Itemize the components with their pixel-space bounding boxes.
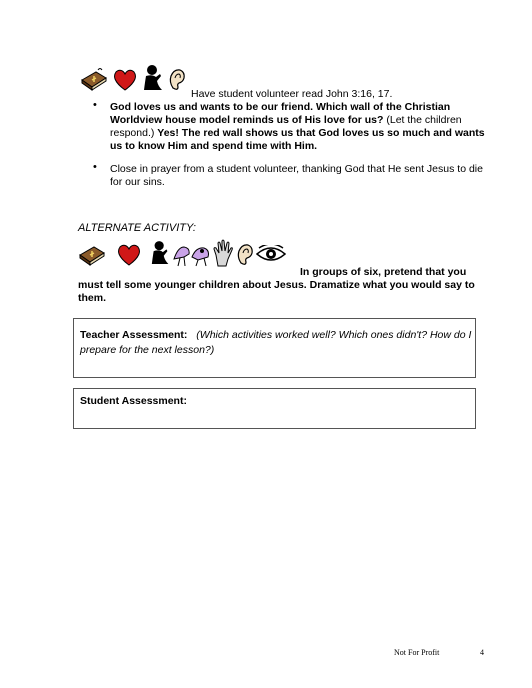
teacher-assessment-prompt2: prepare for the next lesson?) xyxy=(80,344,215,356)
bullet1-line3 xyxy=(110,127,485,140)
bullet2-line1: Close in prayer from a student volunteer, thanking God that He sent Jesus to die xyxy=(110,163,483,175)
bullet2-line2: for our sins. xyxy=(110,176,165,188)
bullet1-answer: Yes! The red wall shows us that God loves us so much and wants xyxy=(157,127,485,139)
bullet-marker: • xyxy=(93,161,97,173)
ear-icon xyxy=(236,243,254,267)
teacher-assessment-box xyxy=(73,318,476,378)
student-assessment-box xyxy=(73,388,476,429)
bullet1-line4: us to know Him and spend time with Him. xyxy=(110,140,318,152)
bible-icon xyxy=(78,241,106,267)
bullet1-line2 xyxy=(110,114,462,127)
teacher-assessment-line1 xyxy=(80,325,472,343)
bullet1-paren: (Let the children xyxy=(383,114,462,126)
alternate-icons xyxy=(78,239,286,267)
bullet1-line1: God loves us and wants to be our friend. Which wall of the Christian xyxy=(110,101,451,113)
heart-icon xyxy=(116,243,142,267)
teacher-assessment-label: Teacher Assessment: xyxy=(80,329,188,341)
footer-text: Not For Profit xyxy=(394,648,440,657)
alternate-line2: must tell some younger children about Jesus. Dramatize what you would say to xyxy=(78,279,475,291)
hand-icon xyxy=(212,239,234,267)
page-number: 4 xyxy=(480,648,484,657)
alternate-line1: In groups of six, pretend that you xyxy=(300,266,467,278)
heart-icon xyxy=(112,68,138,92)
bullet1-question: Worldview house model reminds us of His love for us? xyxy=(110,114,384,126)
bible-icon xyxy=(80,66,108,92)
alternate-line3: them. xyxy=(78,292,107,304)
bullet-marker: • xyxy=(93,99,97,111)
puppets-icon xyxy=(172,241,212,267)
praying-child-icon xyxy=(150,239,172,267)
section1-icons xyxy=(80,64,186,92)
intro-text: Have student volunteer read John 3:16, 17. xyxy=(191,88,393,100)
eye-icon xyxy=(256,245,286,263)
praying-child-icon xyxy=(142,64,166,92)
ear-icon xyxy=(168,68,186,92)
bullet1-respond: respond.) xyxy=(110,127,158,139)
teacher-assessment-prompt: (Which activities worked well? Which ones didn't? How do I xyxy=(196,329,472,341)
alternate-heading: ALTERNATE ACTIVITY: xyxy=(78,222,196,234)
student-assessment-label: Student Assessment: xyxy=(80,395,187,407)
